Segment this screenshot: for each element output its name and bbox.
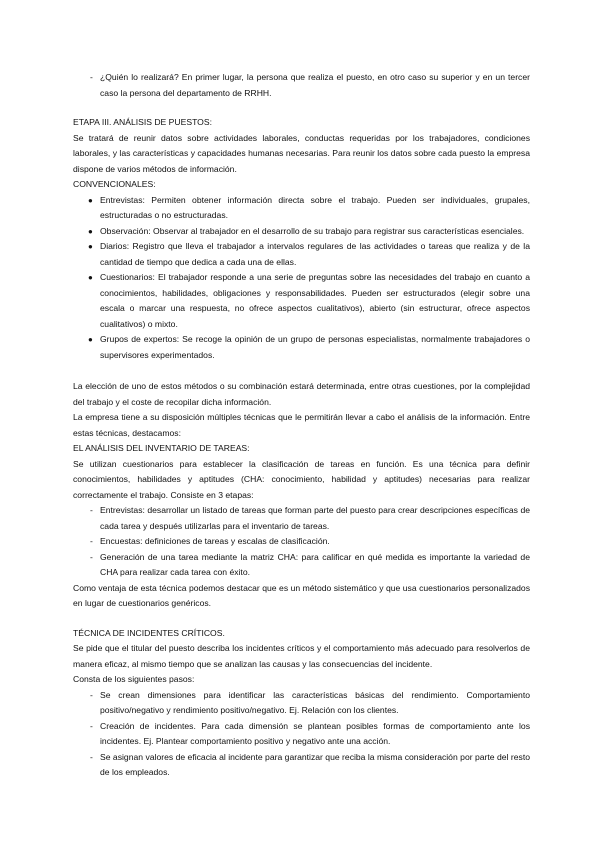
section-heading-incidentes: TÉCNICA DE INCIDENTES CRÍTICOS. (73, 627, 225, 638)
paragraph: Se utilizan cuestionarios para establecer la clasificación de tareas en función. Es una técnica para definir conocimientos, habilidades y aptitudes (CHA: conocimiento, habilidad y aptitudes) necesarias para realizar correctamente el trabajo. Consiste en 3 etapas: (73, 458, 530, 500)
incidentes-list (73, 688, 530, 781)
inventario-list (73, 503, 530, 581)
list-item: - Entrevistas: desarrollar un listado de tareas que forman parte del puesto para crear descripciones específicas de cada tarea y después utilizarlas para el inventario de tareas. (90, 505, 530, 531)
list-item: ● Cuestionarios: El trabajador responde a una serie de preguntas sobre las necesidades del trabajo en cuanto a conocimientos, habilidades, obligaciones y responsabilidades. Pueden ser estructurados (elegir sobre una escala o marcar una respuesta, no ofrece aspectos cualitativos), abierto (sin estructurar, ofrece aspectos cualitativos) o mixto. (88, 272, 530, 329)
intro-list (73, 70, 530, 101)
methods-list (73, 193, 530, 364)
paragraph: Se pide que el titular del puesto describa los incidentes críticos y el comportamiento más adecuado para resolverlos de manera eficaz, al mismo tiempo que se analizan las causas y las consecuencias del incidente. (73, 643, 530, 669)
paragraph: Consta de los siguientes pasos: (73, 674, 195, 684)
list-item: - Creación de incidentes. Para cada dimensión se plantean posibles formas de comportamiento ante los incidentes. Ej. Plantear comportamiento positivo y negativo ante una acción. (90, 720, 530, 746)
list-item: ● Grupos de expertos: Se recoge la opinión de un grupo de personas especialistas, normalmente trabajadores o supervisores experimentados. (88, 334, 530, 360)
paragraph: La empresa tiene a su disposición múltiples técnicas que le permitirán llevar a cabo el análisis de la información. Entre estas técnicas, destacamos: (73, 412, 530, 438)
list-item: - Se asignan valores de eficacia al incidente para garantizar que reciba la misma consideración por parte del resto de los empleados. (90, 751, 530, 777)
list-item: - Se crean dimensiones para identificar las características básicas del rendimiento. Comportamiento positivo/negativo y rendimiento positivo/negativo. Ej. Relación con los clientes. (90, 689, 530, 715)
paragraph: La elección de uno de estos métodos o su combinación estará determinada, entre otras cuestiones, por la complejidad del trabajo y el coste de recopilar dicha información. (73, 381, 530, 407)
list-item: ● Observación: Observar al trabajador en el desarrollo de su trabajo para registrar sus características esenciales. (88, 225, 525, 236)
section-heading-etapa3: ETAPA III. ANÁLISIS DE PUESTOS: (73, 117, 212, 127)
list-item: - ¿Quién lo realizará? En primer lugar, la persona que realiza el puesto, en otro caso su superior y en un tercer caso la persona del departamento de RRHH. (90, 72, 530, 98)
subheading-convencionales: CONVENCIONALES: (73, 179, 156, 189)
paragraph: Como ventaja de esta técnica podemos destacar que es un método sistemático y que usa cuestionarios personalizados en lugar de cuestionarios genéricos. (73, 582, 530, 608)
document-page (73, 70, 530, 781)
paragraph: Se tratará de reunir datos sobre actividades laborales, conductas requeridas por los trabajadores, condiciones laborales, y las características y capacidades humanas necesarias. Para reunir los datos sobre cada puesto la empresa dispone de varios métodos de información. (73, 132, 530, 174)
list-item: - Encuestas: definiciones de tareas y escalas de clasificación. (90, 536, 330, 546)
section-heading-inventario: EL ANÁLISIS DEL INVENTARIO DE TAREAS: (73, 443, 250, 453)
list-item: ● Entrevistas: Permiten obtener información directa sobre el trabajo. Pueden ser individuales, grupales, estructuradas o no estructuradas. (88, 194, 530, 220)
list-item: - Generación de una tarea mediante la matriz CHA: para calificar en qué medida es importante la variedad de CHA para realizar cada tarea con éxito. (90, 551, 530, 577)
list-item: ● Diarios: Registro que lleva el trabajador a intervalos regulares de las actividades o tareas que realiza y de la cantidad de tiempo que dedica a cada una de ellas. (88, 241, 530, 267)
